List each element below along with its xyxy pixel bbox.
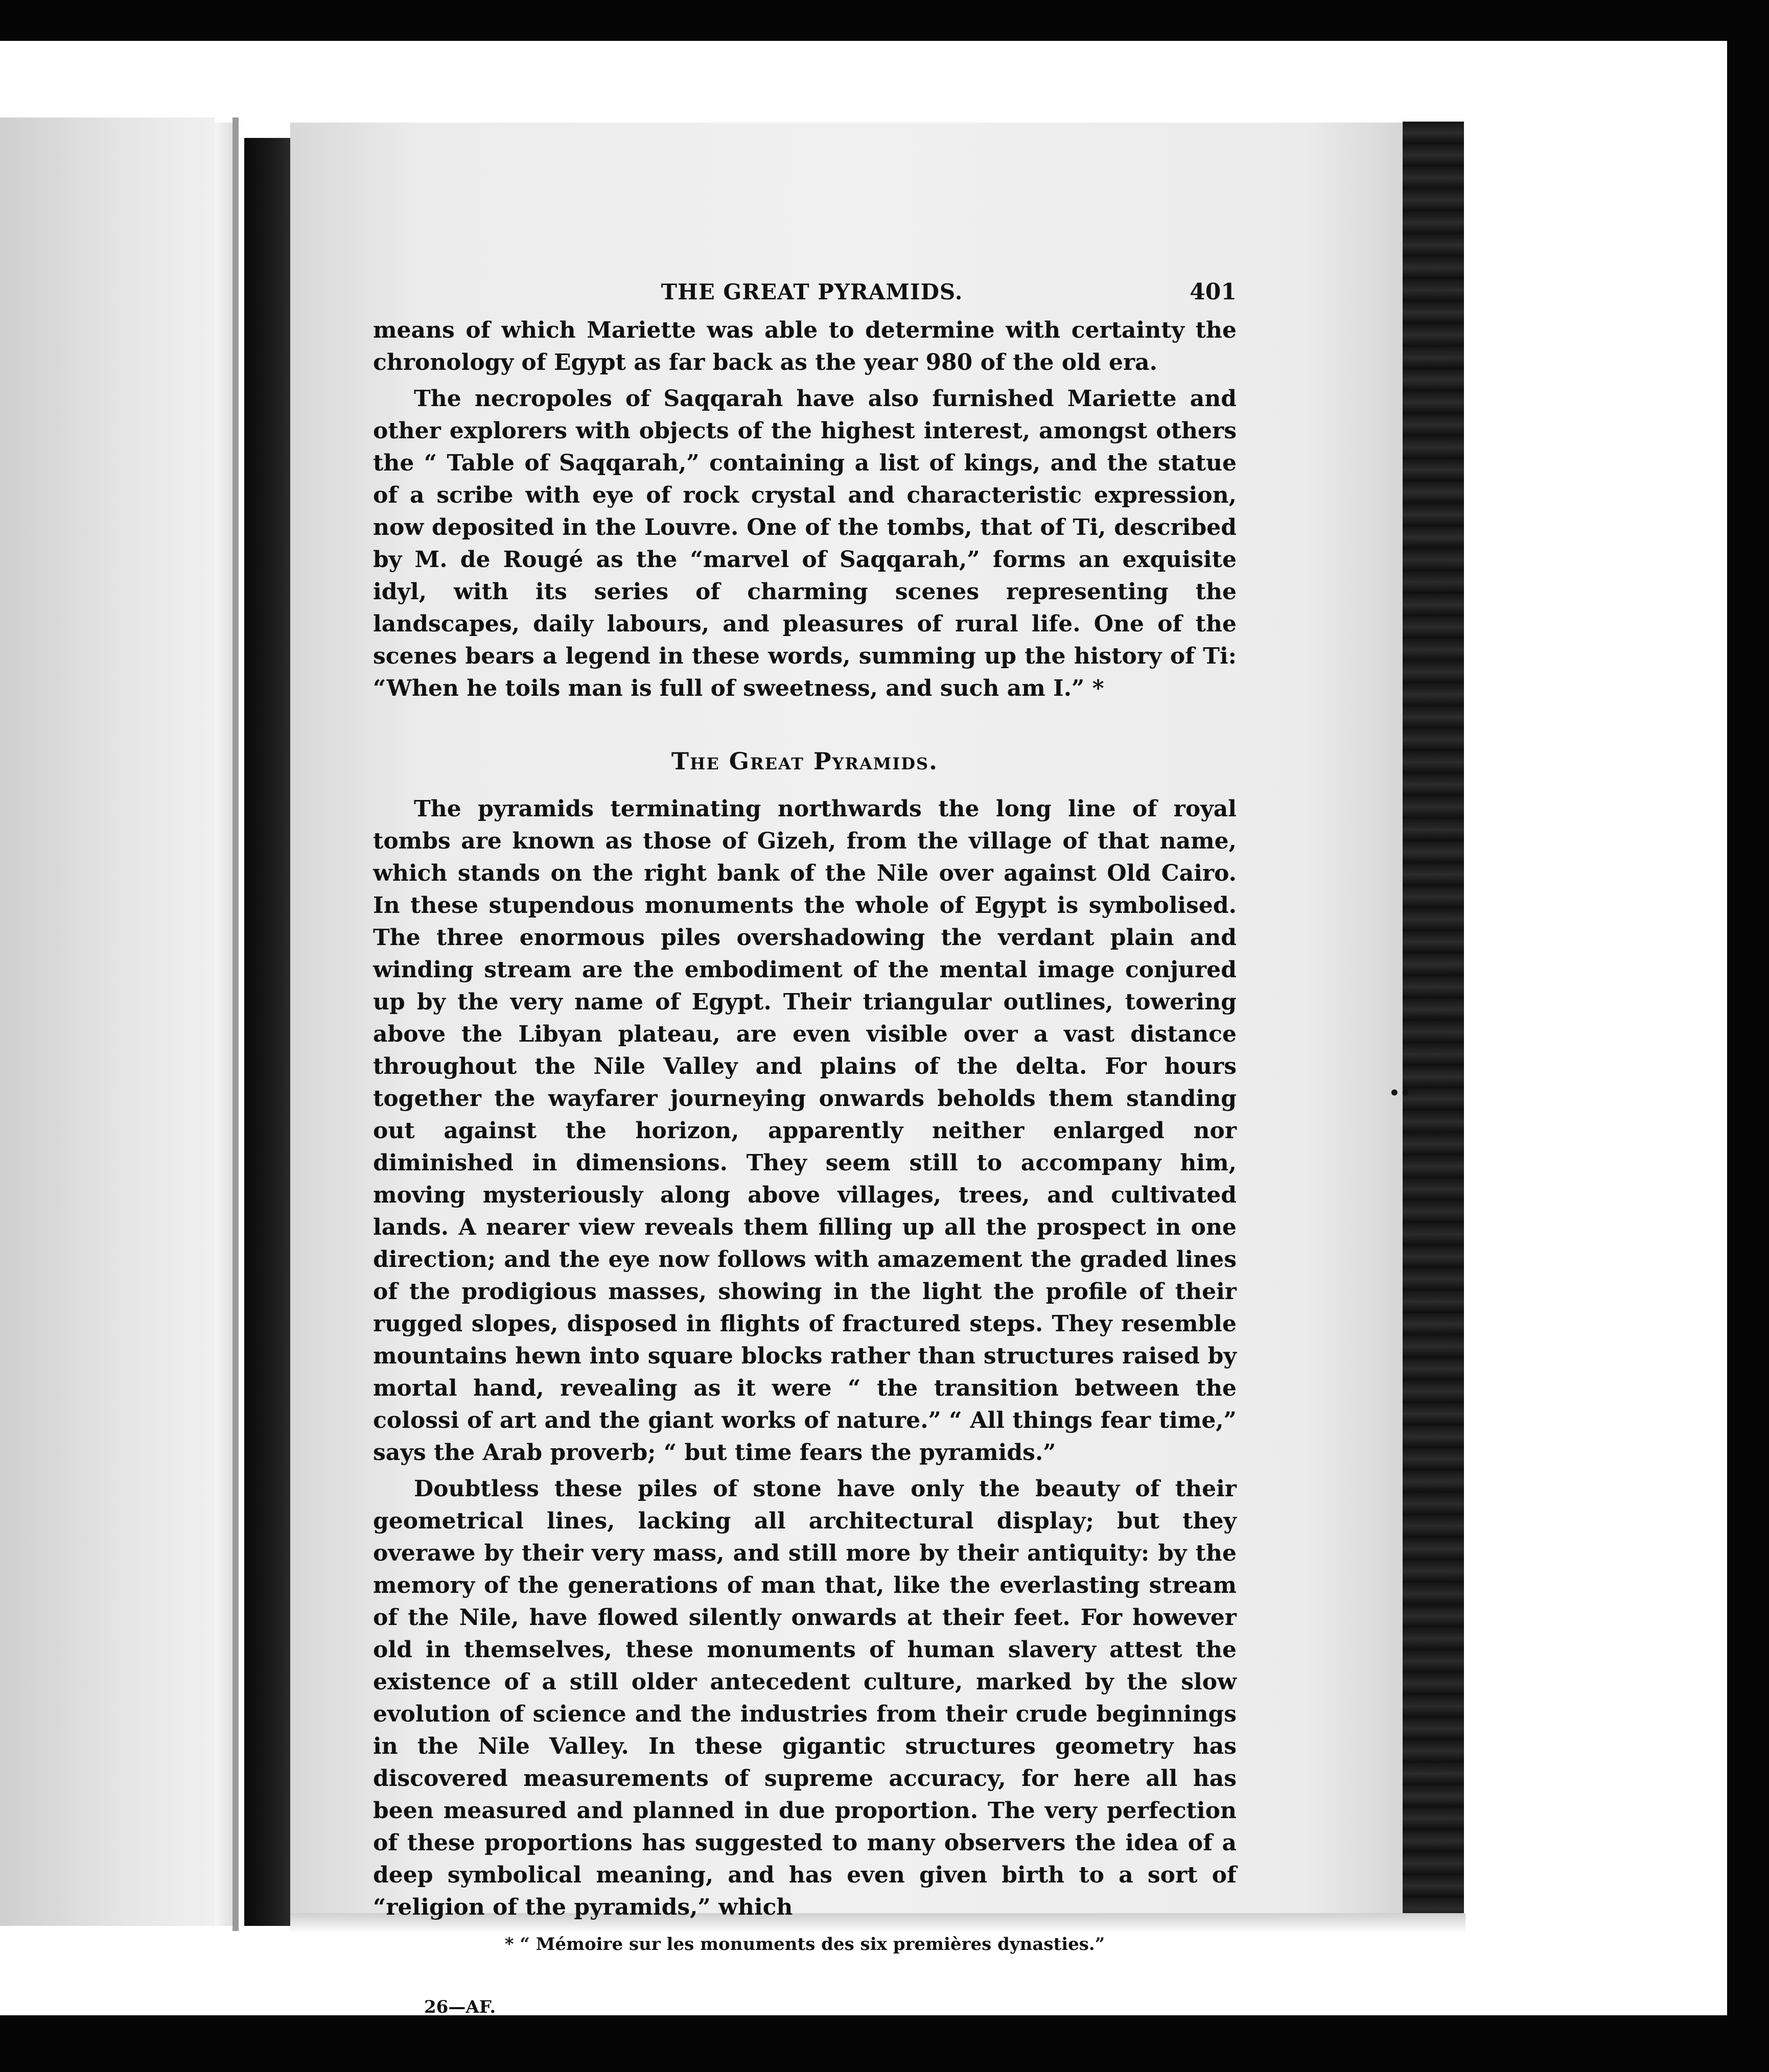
scan-border-bottom (0, 2015, 1769, 2072)
signature-mark: 26—AF. (424, 1997, 496, 2017)
page-number: 401 (1190, 279, 1237, 305)
page-text (373, 276, 1237, 2023)
spine-line (232, 117, 239, 1931)
section-title: The Great Pyramids. (671, 747, 939, 775)
running-title: THE GREAT PYRAMIDS. (661, 279, 963, 304)
paragraph-pyramids: The pyramids terminating northwards the long line of royal tombs are known as those of Gizeh, from the village of that name, which stands on the right bank of the Nile over against Old Cairo. In these stupendous monuments the whole of Egypt is symbolised. The three enormous piles overshadowing the verdant plain and winding stream are the embodiment of the mental image conjured up by the very name of Egypt. Their triangular outlines, towering above the Libyan plateau, are even visible over a vast distance throughout the Nile Valley and plains of the delta. For hours together the wayfarer journeying onwards beholds them standing out against the horizon, apparently neither enlarged nor diminished in dimensions. They seem still to accompany him, moving mysteriously along above villages, trees, and cultivated lands. A nearer view reveals them filling up all the prospect in one direction; and the eye now follows with amazement the graded lines of the prodigious masses, showing in the light the profile of their rugged slopes, disposed in flights of fractured steps. They resemble mountains hewn into square blocks rather than structures raised by mortal hand, revealing as it were “ the transition between the colossi of art and the giant works of nature.” “ All things fear time,” says the Arab proverb; “ but time fears the pyramids.” (373, 796, 1237, 1466)
edge-marks: •• (1389, 1083, 1411, 1103)
paragraph-continued: means of which Mariette was able to determine with certainty the chronology of Egypt as far back as the year 980 of the old era. (373, 317, 1237, 375)
running-head (373, 276, 1237, 308)
paragraph-doubtless: Doubtless these piles of stone have only the beauty of their geometrical lines, lacking all architectural display; but they overawe by their very mass, and still more by their antiquity: by the memory of the generations of man that, like the everlasting stream of the Nile, have flowed silently onwards at their feet. For however old in themselves, these monuments of human slavery attest the existence of a still older antecedent culture, marked by the slow evolution of science and the industries from their crude beginnings in the Nile Valley. In these gigantic structures geometry has discovered measurements of supreme accuracy, for here all has been measured and planned in due proportion. The very perfection of these proportions has suggested to many observers the idea of a deep symbolical meaning, and has even given birth to a sort of “religion of the pyramids,” which (373, 1476, 1237, 1920)
left-page (0, 117, 215, 1926)
footnote: * “ Mémoire sur les monuments des six premières dynasties.” (504, 1934, 1105, 1955)
book-gutter (244, 138, 290, 1926)
scan-border-right (1727, 0, 1769, 2072)
scan-border-top (0, 0, 1769, 41)
paragraph-saqqarah: The necropoles of Saqqarah have also furnished Mariette and other explorers with objects of the highest interest, amongst others the “ Table of Saqqarah,” containing a list of kings, and the statue of a scribe with eye of rock crystal and characteristic expression, now deposited in the Louvre. One of the tombs, that of Ti, described by M. de Rougé as the “marvel of Saqqarah,” forms an exquisite idyl, with its series of charming scenes representing the landscapes, daily labours, and pleasures of rural life. One of the scenes bears a legend in these words, summing up the history of Ti: “When he toils man is full of sweetness, and such am I.” * (373, 386, 1237, 701)
page-dark-edge (1403, 122, 1464, 1925)
